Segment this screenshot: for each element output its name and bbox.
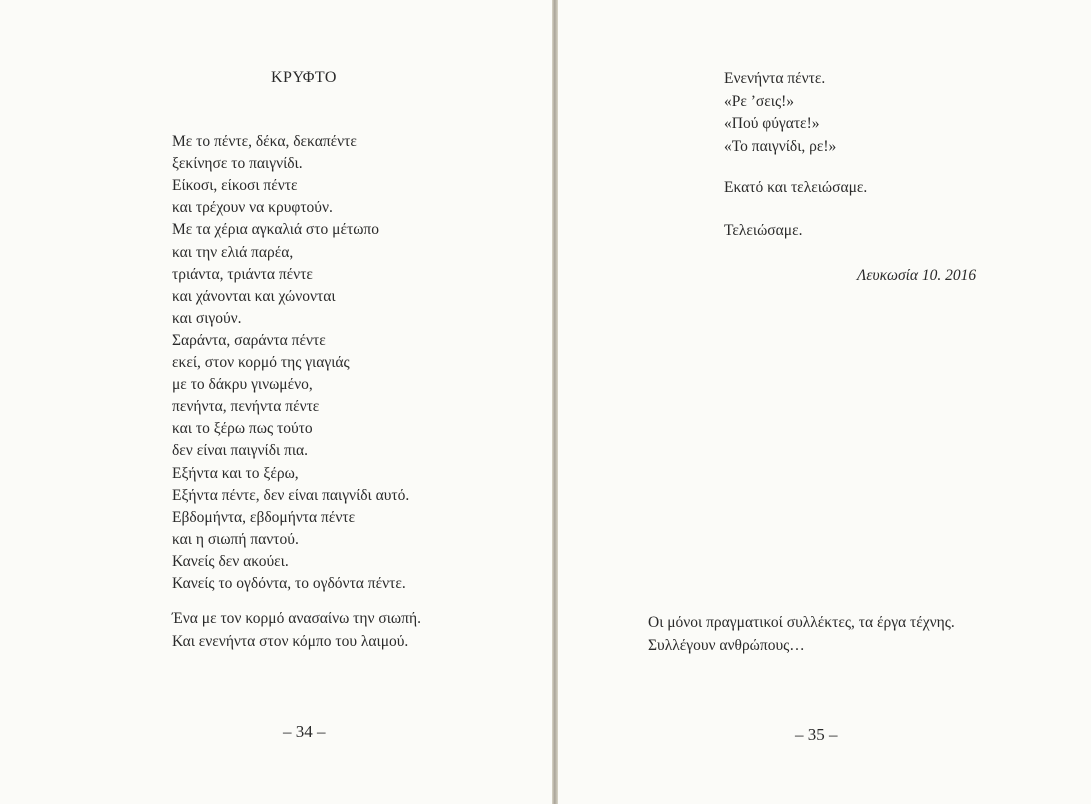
poem-line: Με τα χέρια αγκαλιά στο μέτωπο (172, 221, 379, 239)
poem-line: και χάνονται και χώνονται (172, 287, 336, 305)
poem-line: Ενενήντα πέντε. (724, 70, 826, 87)
line-finished: Τελειώσαμε. (724, 222, 803, 239)
poem-line: Κανείς δεν ακούει. (172, 552, 289, 570)
poem-line: Οι μόνοι πραγματικοί συλλέκτες, τα έργα τέχνης. (648, 614, 955, 631)
poem-line: τριάντα, τριάντα πέντε (172, 265, 313, 283)
poem-line: ξεκίνησε το παιγνίδι. (172, 155, 303, 173)
poem-line: και την ελιά παρέα, (172, 243, 294, 261)
poem-line: και σιγούν. (172, 309, 242, 327)
poem-line: και η σιωπή παντού. (172, 530, 299, 548)
poem-line: Είκοσι, είκοσι πέντε (172, 177, 298, 195)
poem-line: Και ενενήντα στον κόμπο του λαιμού. (172, 633, 409, 650)
poem-line: «Πού φύγατε!» (724, 115, 820, 132)
line-hundred: Εκατό και τελειώσαμε. (724, 179, 868, 196)
right-page (558, 0, 1091, 804)
poem-line: και τρέχουν να κρυφτούν. (172, 199, 333, 217)
poem-title: ΚΡΥΦΤΟ (271, 69, 337, 86)
poem-line: Κανείς το ογδόντα, το ογδόντα πέντε. (172, 575, 406, 592)
poem-line: και το ξέρω πως τούτο (172, 420, 313, 438)
poem-line: εκεί, στον κορμό της γιαγιάς (172, 354, 350, 371)
poem-line: Συλλέγουν ανθρώπους… (648, 637, 805, 654)
poem-line: Εξήντα και το ξέρω, (172, 464, 299, 482)
place-date-signature: Λευκωσία 10. 2016 (857, 267, 977, 284)
poem-line: δεν είναι παιγνίδι πια. (172, 442, 309, 460)
poem-line: πενήντα, πενήντα πέντε (172, 398, 320, 416)
poem-line: με το δάκρυ γινωμένο, (172, 376, 313, 394)
poem-line: «Ρε ’σεις!» (724, 92, 794, 110)
poem-line: Ένα με τον κορμό ανασαίνω την σιωπή. (172, 610, 421, 627)
poem-line: Με το πέντε, δέκα, δεκαπέντε (172, 133, 357, 150)
poem-line: Εβδομήντα, εβδομήντα πέντε (172, 508, 356, 526)
poem-line: Εξήντα πέντε, δεν είναι παιγνίδι αυτό. (172, 486, 410, 504)
poem-line: «Το παιγνίδι, ρε!» (724, 137, 837, 155)
left-page-number: – 34 – (283, 722, 326, 741)
poem-line: Σαράντα, σαράντα πέντε (172, 331, 326, 349)
right-page-number: – 35 – (795, 725, 838, 744)
